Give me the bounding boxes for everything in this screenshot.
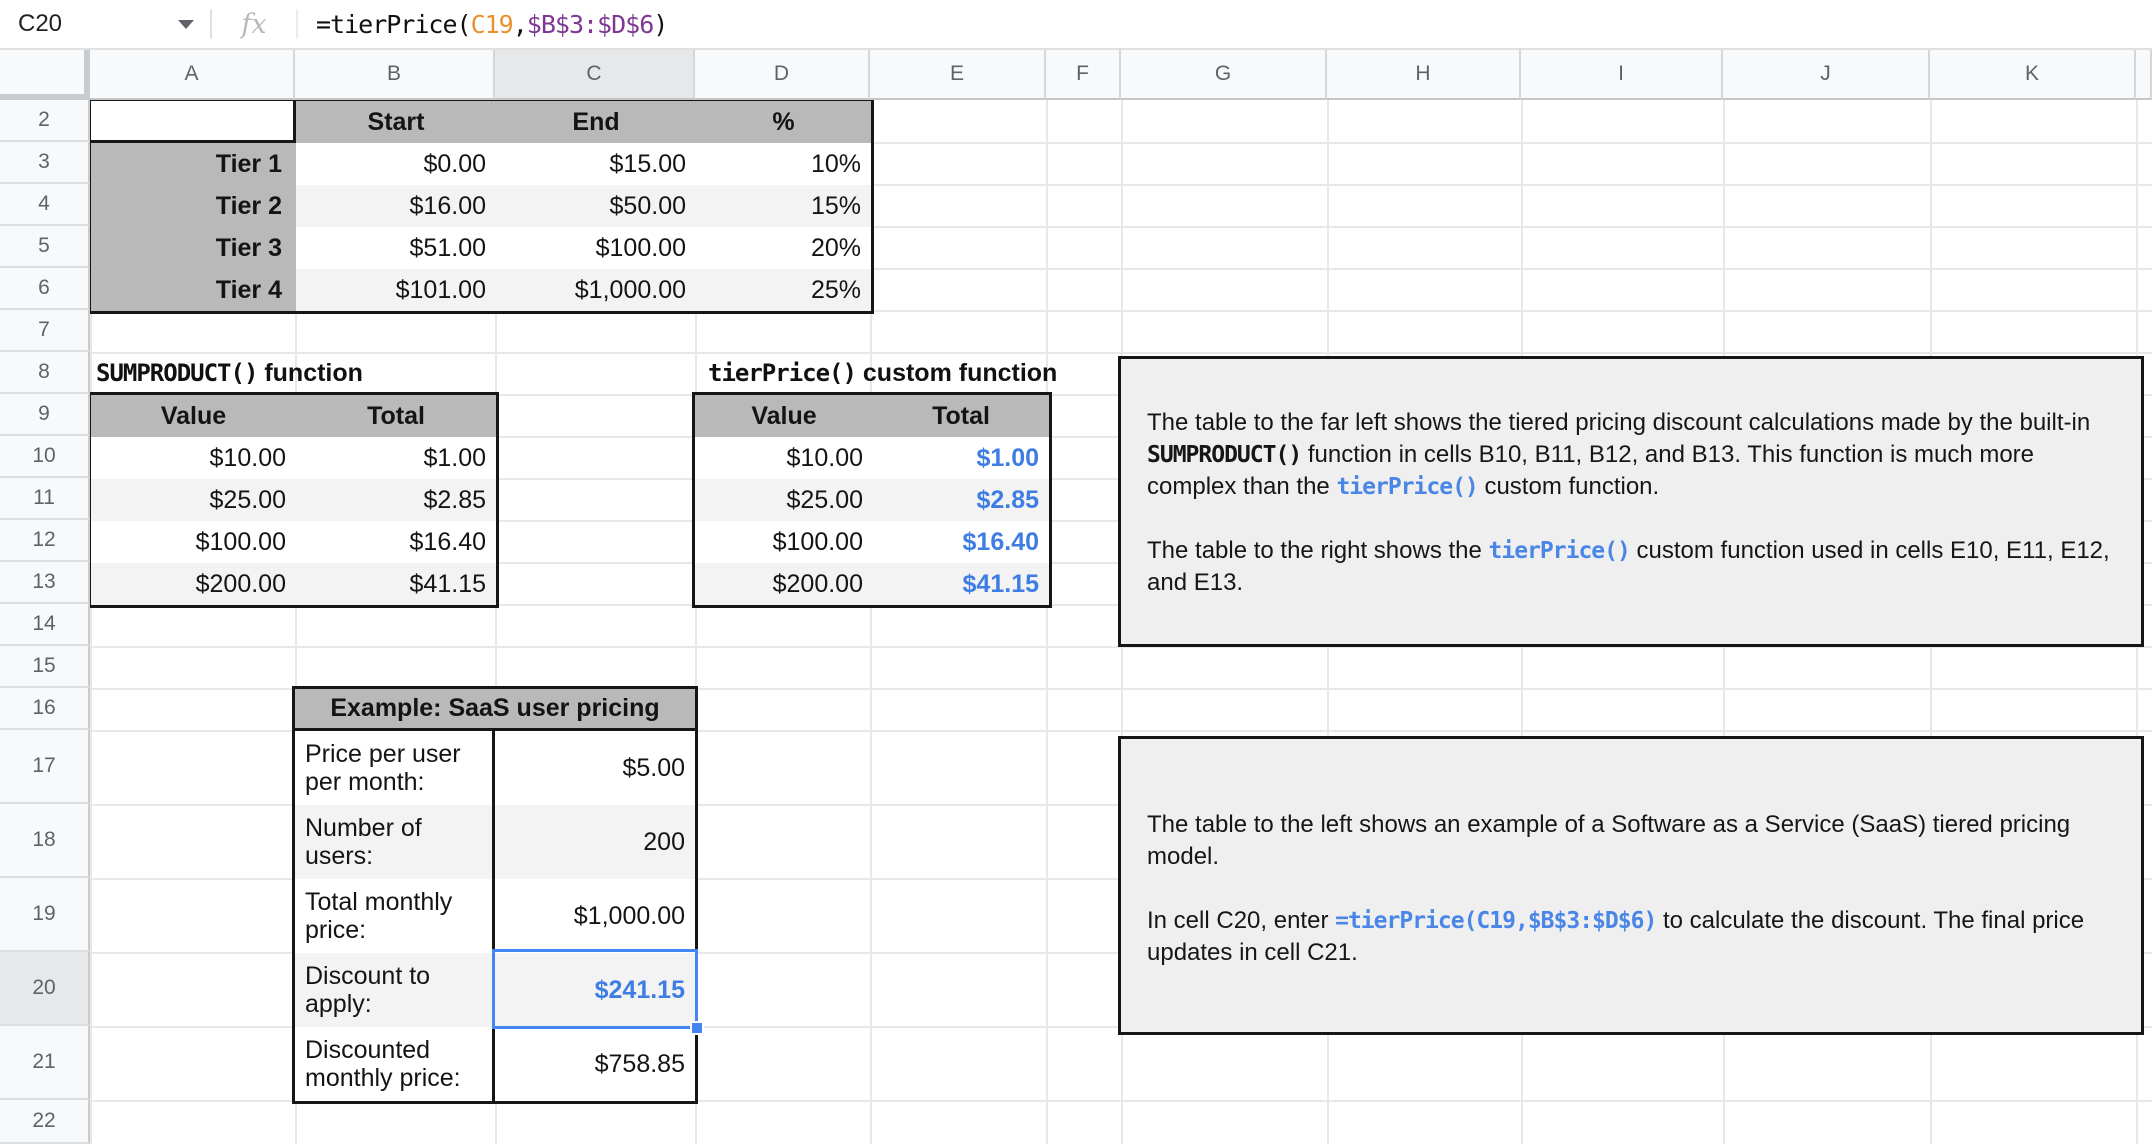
cell-D4[interactable]: 15% [696, 185, 871, 227]
note-text-segment: =tierPrice(C19,$B$3:$D$6) [1335, 908, 1657, 934]
cell-C18[interactable]: 200 [495, 805, 695, 879]
cell-B13[interactable]: $41.15 [296, 563, 496, 605]
note-paragraph [1147, 905, 2115, 969]
note-text-segment: custom function used in cells E10, E11, E12, and E13. [1147, 537, 2110, 596]
formula-segment: C19 [470, 9, 513, 39]
cell-B6[interactable]: $101.00 [296, 269, 496, 311]
row-header-6[interactable]: 6 [0, 268, 90, 310]
cell-E12[interactable]: $16.40 [873, 521, 1049, 563]
cell-B18[interactable]: Number of users: [295, 805, 495, 879]
corner-select-all[interactable] [0, 50, 90, 100]
sumproduct-title-mono: SUMPRODUCT() [96, 359, 258, 387]
cell-C17[interactable]: $5.00 [495, 731, 695, 805]
row-header-8[interactable]: 8 [0, 352, 90, 394]
row-header-20[interactable]: 20 [0, 952, 90, 1026]
row-header-13[interactable]: 13 [0, 562, 90, 604]
cell-A9[interactable]: Value [91, 395, 296, 437]
cell-A11[interactable]: $25.00 [91, 479, 296, 521]
formula-segment: , [512, 9, 527, 39]
sumproduct-title[interactable] [96, 352, 363, 394]
note-box-1[interactable] [1118, 356, 2144, 647]
note-text-segment: The table to the left shows an example of a Software as a Service (SaaS) tiered pricing model. [1147, 811, 2071, 870]
note-paragraph [1147, 809, 2115, 873]
tierprice-title-rest: custom function [855, 358, 1058, 387]
note-text-segment: tierPrice() [1336, 474, 1478, 500]
column-header-B[interactable]: B [295, 50, 495, 100]
cell-C3[interactable]: $15.00 [496, 143, 696, 185]
cell-B4[interactable]: $16.00 [296, 185, 496, 227]
row-header-9[interactable]: 9 [0, 394, 90, 436]
note-text-segment: function in cells B10, B11, B12, and B13. This function is much more complex than the [1147, 441, 2035, 500]
row-header-2[interactable]: 2 [0, 100, 90, 142]
formula-segment: ) [653, 9, 668, 39]
row-header-22[interactable]: 22 [0, 1100, 90, 1144]
note-text-segment: The table to the far left shows the tiered pricing discount calculations made by the built-in [1147, 409, 2091, 436]
row-header-11[interactable]: 11 [0, 478, 90, 520]
note-text-segment: SUMPRODUCT() [1147, 442, 1302, 468]
row-header-10[interactable]: 10 [0, 436, 90, 478]
cell-D6[interactable]: 25% [696, 269, 871, 311]
cell-A3[interactable]: Tier 1 [91, 143, 296, 185]
cell-E11[interactable]: $2.85 [873, 479, 1049, 521]
column-header-H[interactable]: H [1327, 50, 1521, 100]
note-box-2[interactable] [1118, 736, 2144, 1035]
row-header-19[interactable]: 19 [0, 878, 90, 952]
cell-B12[interactable]: $16.40 [296, 521, 496, 563]
note-text-segment: The table to the right shows the [1147, 537, 1489, 564]
tier-pricing-table [88, 98, 874, 314]
sumproduct-title-rest: function [257, 358, 363, 387]
column-header-J[interactable]: J [1723, 50, 1930, 100]
cell-B10[interactable]: $1.00 [296, 437, 496, 479]
row-header-12[interactable]: 12 [0, 520, 90, 562]
column-header-A[interactable]: A [90, 50, 295, 100]
cell-B3[interactable]: $0.00 [296, 143, 496, 185]
cell-D9[interactable]: Value [695, 395, 873, 437]
cell-B19[interactable]: Total monthly price: [295, 879, 495, 953]
cell-A5[interactable]: Tier 3 [91, 227, 296, 269]
row-header-16[interactable]: 16 [0, 688, 90, 730]
cell-B21[interactable]: Discounted monthly price: [295, 1027, 495, 1101]
row-header-7[interactable]: 7 [0, 310, 90, 352]
cell-C5[interactable]: $100.00 [496, 227, 696, 269]
column-header-C[interactable]: C [495, 50, 695, 100]
cell-D11[interactable]: $25.00 [695, 479, 873, 521]
cell-A2[interactable] [91, 101, 296, 143]
cell-D3[interactable]: 10% [696, 143, 871, 185]
tierprice-table [692, 392, 1052, 608]
note-text-segment: to calculate the discount. The final price updates in cell C21. [1147, 907, 2085, 966]
cell-C4[interactable]: $50.00 [496, 185, 696, 227]
sumproduct-table [88, 392, 499, 608]
active-cell-reference: C20 [18, 10, 63, 37]
formula-segment: $B$3:$D$6 [526, 9, 654, 39]
row-header-14[interactable]: 14 [0, 604, 90, 646]
cell-A10[interactable]: $10.00 [91, 437, 296, 479]
column-header-E[interactable]: E [870, 50, 1046, 100]
formula-segment: =tierPrice( [316, 9, 471, 39]
cell-C21[interactable]: $758.85 [495, 1027, 695, 1101]
cell-C2[interactable]: End [496, 101, 696, 143]
row-header-18[interactable]: 18 [0, 804, 90, 878]
fx-icon: fx [241, 8, 267, 40]
cell-B17[interactable]: Price per user per month: [295, 731, 495, 805]
note-paragraph [1147, 407, 2115, 503]
row-header-5[interactable]: 5 [0, 226, 90, 268]
cell-B16[interactable]: Example: SaaS user pricing [295, 689, 695, 731]
cell-B5[interactable]: $51.00 [296, 227, 496, 269]
saas-pricing-table [292, 686, 698, 1104]
cell-B9[interactable]: Total [296, 395, 496, 437]
cell-E13[interactable]: $41.15 [873, 563, 1049, 605]
column-header-D[interactable]: D [695, 50, 870, 100]
fill-handle[interactable] [690, 1021, 704, 1035]
cell-D12[interactable]: $100.00 [695, 521, 873, 563]
cell-D13[interactable]: $200.00 [695, 563, 873, 605]
row-header-4[interactable]: 4 [0, 184, 90, 226]
cell-B20[interactable]: Discount to apply: [295, 953, 495, 1027]
cell-B11[interactable]: $2.85 [296, 479, 496, 521]
cell-A12[interactable]: $100.00 [91, 521, 296, 563]
note-text-segment: custom function. [1477, 473, 1660, 500]
column-header-partial[interactable] [2136, 50, 2152, 100]
cell-A13[interactable]: $200.00 [91, 563, 296, 605]
cell-C6[interactable]: $1,000.00 [496, 269, 696, 311]
note-paragraph [1147, 535, 2115, 599]
cell-E9[interactable]: Total [873, 395, 1049, 437]
row-header-3[interactable]: 3 [0, 142, 90, 184]
gridline [1046, 100, 1048, 1144]
cell-B2[interactable]: Start [296, 101, 496, 143]
gridline [90, 352, 2152, 354]
column-header-K[interactable]: K [1930, 50, 2136, 100]
note-text-segment: In cell C20, enter [1147, 907, 1336, 934]
column-header-I[interactable]: I [1521, 50, 1723, 100]
cell-D5[interactable]: 20% [696, 227, 871, 269]
cell-C19[interactable]: $1,000.00 [495, 879, 695, 953]
column-header-F[interactable]: F [1046, 50, 1121, 100]
cell-A6[interactable]: Tier 4 [91, 269, 296, 311]
cell-D10[interactable]: $10.00 [695, 437, 873, 479]
row-header-21[interactable]: 21 [0, 1026, 90, 1100]
row-header-17[interactable]: 17 [0, 730, 90, 804]
tierprice-title[interactable] [708, 352, 1057, 394]
row-header-15[interactable]: 15 [0, 646, 90, 688]
note-text-segment: tierPrice() [1488, 538, 1630, 564]
cell-C20[interactable]: $241.15 [495, 953, 695, 1027]
tierprice-title-mono: tierPrice() [708, 359, 856, 387]
column-header-G[interactable]: G [1121, 50, 1327, 100]
cell-A4[interactable]: Tier 2 [91, 185, 296, 227]
cell-E10[interactable]: $1.00 [873, 437, 1049, 479]
cell-D2[interactable]: % [696, 101, 871, 143]
